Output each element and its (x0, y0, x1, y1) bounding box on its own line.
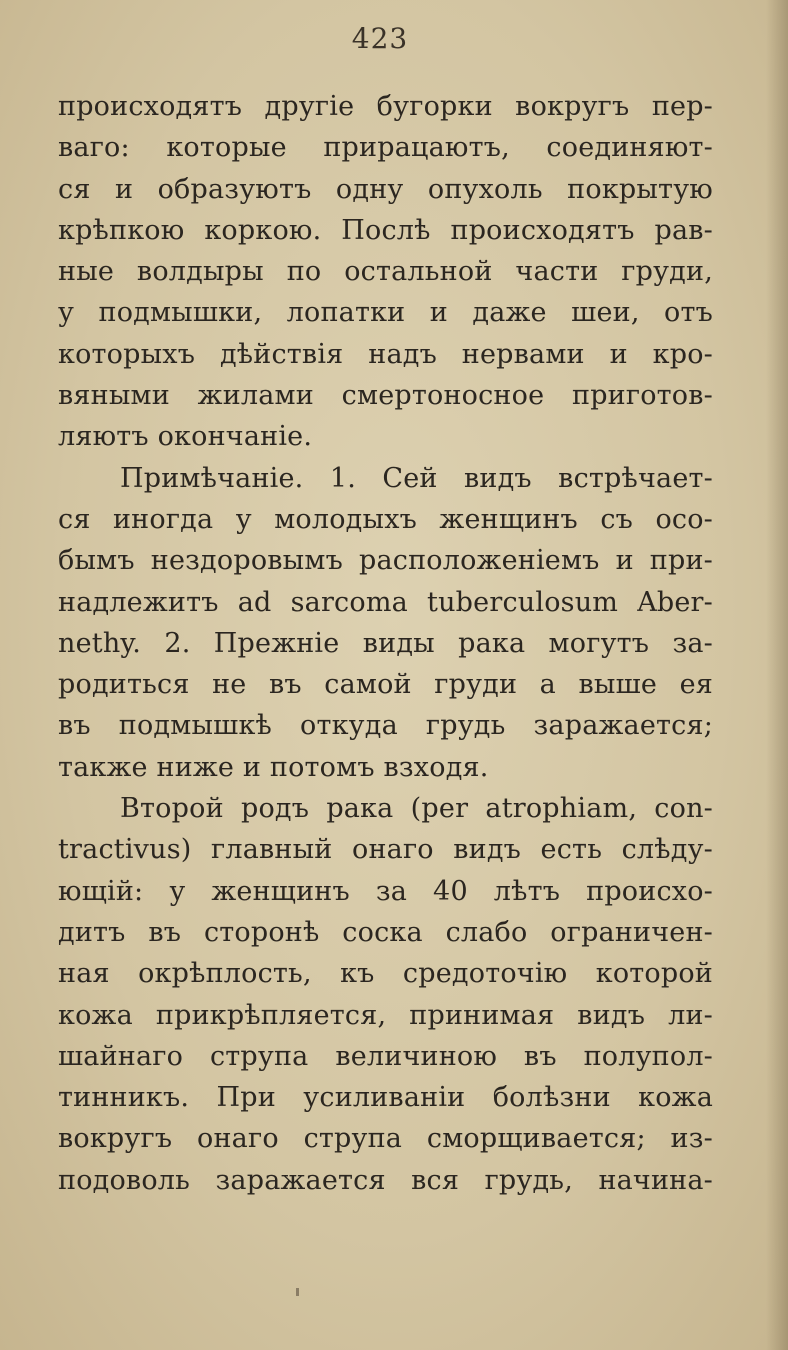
page-body-text (58, 86, 713, 1201)
page-edge-shadow (766, 0, 788, 1350)
text-line: ная окрѣплость, къ средоточію которой (58, 958, 713, 990)
text-line: ющій: у женщинъ за 40 лѣтъ происхо- (58, 875, 713, 907)
text-line: вяными жилами смертоносное приготов- (58, 380, 713, 412)
text-line: ные волдыры по остальной части груди, (58, 256, 713, 288)
text-line: происходятъ другіе бугорки вокругъ пер- (58, 91, 713, 122)
text-line: также ниже и потомъ взходя. (58, 751, 489, 783)
text-line: ваго: которые прирацаютъ, соединяют- (58, 132, 713, 164)
page-number: 423 (351, 22, 409, 55)
text-line: крѣпкою коркою. Послѣ происходятъ рав- (58, 214, 713, 246)
text-line: дитъ въ сторонѣ соска слабо ограничен- (58, 916, 713, 948)
text-line: ся и образуютъ одну опухоль покрытую (58, 173, 713, 205)
text-line: въ подмышкѣ откуда грудь заражается; (58, 710, 713, 742)
text-line: у подмышки, лопатки и даже шеи, отъ (58, 297, 713, 329)
text-line: ляютъ окончаніе. (58, 421, 313, 453)
text-line: подоволь заражается вся грудь, начина- (58, 1164, 713, 1196)
text-line: кожа прикрѣпляется, принимая видъ ли- (58, 999, 713, 1031)
text-line: tractivus) главный онаго видъ есть слѣду- (58, 834, 713, 866)
text-line: Примѣчаніе. 1. Сей видъ встрѣчает- (120, 462, 713, 494)
text-line: тинникъ. При усиливаніи болѣзни кожа (58, 1082, 713, 1114)
text-line: надлежитъ ad sarcoma tuberculosum Aber- (58, 586, 713, 618)
text-line: nethy. 2. Прежніе виды рака могутъ за- (58, 627, 713, 659)
ink-speck (296, 1288, 299, 1296)
text-line: вокругъ онаго струпа сморщивается; из- (58, 1123, 713, 1155)
text-line: родиться не въ самой груди а выше ея (58, 669, 713, 701)
text-line: бымъ нездоровымъ расположеніемъ и при- (58, 545, 713, 577)
text-line: которыхъ дѣйствія надъ нервами и кро- (58, 338, 713, 370)
text-line: Второй родъ рака (per atrophiam, con- (120, 793, 713, 825)
text-line: ся иногда у молодыхъ женщинъ съ осо- (58, 503, 713, 535)
text-line: шайнаго струпа величиною въ полупол- (58, 1040, 713, 1072)
